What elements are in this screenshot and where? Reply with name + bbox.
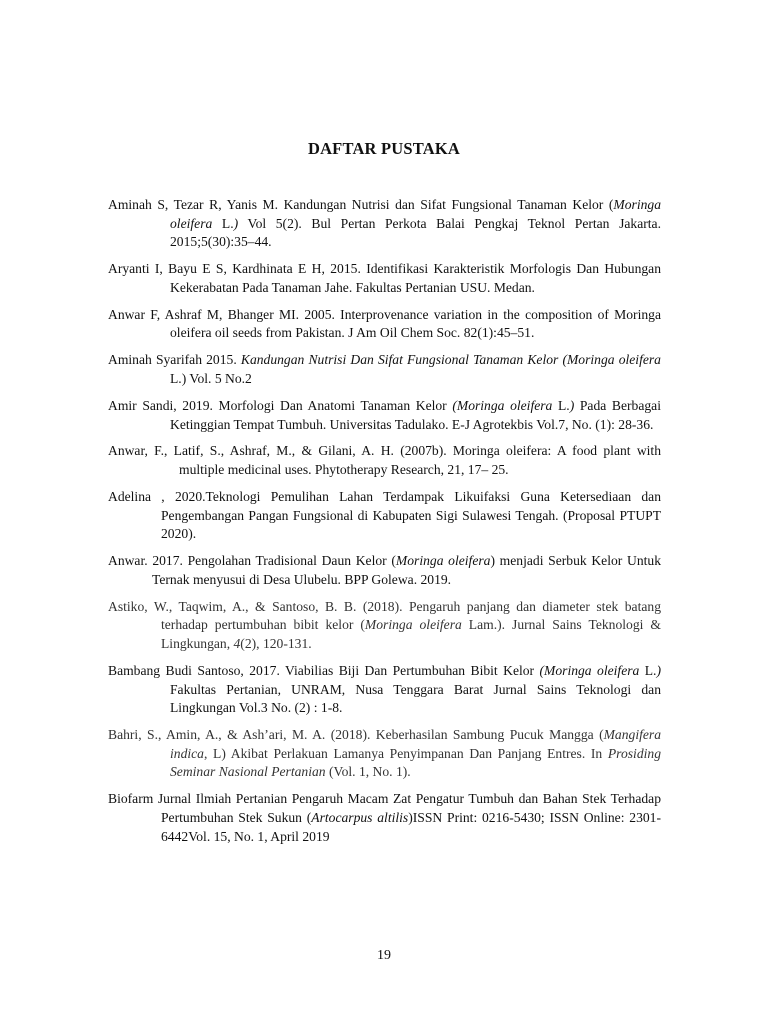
reference-italic-text: Moringa oleifera — [395, 553, 491, 569]
reference-text: Astiko, W., Taqwim, A., & Santoso, B. B. (2018). Pengaruh panjang dan diameter stek batang terhadap pertumbuhan bibit kelor ( — [108, 598, 661, 633]
reference-text: Bahri, S., Amin, A., & Ash’ari, M. A. (2018). Keberhasilan Sambung Pucuk Mangga ( — [108, 727, 604, 743]
reference-text: (Vol. 1, No. 1). — [325, 764, 411, 780]
reference-text: Biofarm Jurnal Ilmiah Pertanian Pengaruh Macam Zat Pengatur Tumbuh dan Bahan Stek Terhadap Pertumbuhan Stek Sukun ( — [108, 791, 661, 825]
reference-italic-text: Moringa oleifera — [364, 617, 462, 633]
reference-italic-text: ) — [233, 215, 239, 231]
reference-text: Amir Sandi, 2019. Morfologi Dan Anatomi Tanaman Kelor — [108, 397, 453, 413]
reference-text: , L) Akibat Perlakuan Lamanya Penyimpanan Dan Panjang Entres. In — [203, 745, 608, 761]
reference-text: Aminah S, Tezar R, Yanis M. Kandungan Nutrisi dan Sifat Fungsional Tanaman Kelor ( — [108, 197, 614, 212]
reference-text: Anwar. 2017. Pengolahan Tradisional Daun Kelor ( — [108, 553, 396, 569]
reference-text: L. — [212, 215, 234, 231]
reference-text: )ISSN Print: 0216-5430; ISSN Online: 2301-6442Vol. 15, No. 1, April 2019 — [161, 809, 661, 844]
reference-italic-text: Kandungan Nutrisi Dan Sifat Fungsional Tanaman Kelor (Moringa oleifera — [240, 352, 661, 368]
reference-text: Anwar F, Ashraf M, Bhanger MI. 2005. Interprovenance variation in the composition of Moringa oleifera oil seeds from Pakistan. J Am Oil Chem Soc. 82(1):45–51. — [108, 306, 661, 341]
reference-text: ) menjadi Serbuk Kelor Untuk Ternak menyusui di Desa Ulubelu. BPP Golewa. 2019. — [152, 553, 661, 587]
reference-italic-text: Mangifera indica — [170, 727, 661, 761]
reference-italic-text: ) — [569, 397, 575, 413]
reference-text: Lam.). Jurnal Sains Teknologi & Lingkungan, — [161, 617, 661, 651]
page-number: 19 — [377, 948, 391, 963]
reference-entry — [108, 488, 661, 544]
reference-entry — [108, 260, 661, 297]
reference-entry — [108, 351, 661, 388]
reference-entry — [108, 442, 661, 479]
reference-entry — [108, 196, 661, 252]
reference-text: (2), 120-131. — [240, 636, 312, 651]
reference-italic-text: (Moringa oleifera — [539, 662, 640, 678]
reference-italic-text: Prosiding Seminar Nasional Pertanian — [170, 745, 661, 780]
page-title: DAFTAR PUSTAKA — [307, 139, 461, 158]
reference-text: Pada Berbagai Ketinggian Tempat Tumbuh. Universitas Tadulako. E-J Agrotekbis Vol.7, No. (1): 28-36. — [170, 397, 661, 432]
reference-italic-text: (Moringa oleifera — [452, 397, 553, 413]
reference-text: L. — [639, 662, 657, 678]
reference-text: Vol 5(2). Bul Pertan Perkota Balai Pengkaj Teknol Pertan Jakarta. 2015;5(30):35–44. — [170, 215, 661, 250]
reference-entry — [108, 397, 661, 434]
reference-italic-text: ) — [656, 662, 661, 678]
reference-italic-text: Moringa oleifera — [170, 197, 661, 231]
reference-text: Bambang Budi Santoso, 2017. Viabilias Biji Dan Pertumbuhan Bibit Kelor — [108, 662, 540, 678]
reference-list — [108, 196, 661, 855]
reference-italic-text: Artocarpus altilis — [311, 809, 409, 825]
reference-text: Aryanti I, Bayu E S, Kardhinata E H, 2015. Identifikasi Karakteristik Morfologis Dan Hubungan Kekerabatan Pada Tanaman Jahe. Fakultas Pertanian USU. Medan. — [108, 261, 661, 295]
reference-entry — [108, 790, 661, 846]
reference-entry — [108, 598, 661, 654]
reference-italic-text: 4 — [233, 636, 241, 651]
reference-entry — [108, 662, 661, 718]
reference-text: Anwar, F., Latif, S., Ashraf, M., & Gilani, A. H. (2007b). Moringa oleifera: A food plant with multiple medicinal uses. Phytotherapy Research, 21, 17– 25. — [108, 443, 661, 478]
reference-text: Aminah Syarifah 2015. — [108, 352, 241, 368]
reference-text: Adelina , 2020.Teknologi Pemulihan Lahan Terdampak Likuifaksi Guna Ketersediaan dan Pengembangan Pangan Fungsional di Kabupaten Sigi Sulawesi Tengah. (Proposal PTUPT 2020). — [108, 489, 661, 542]
reference-entry — [108, 306, 661, 343]
reference-text: Fakultas Pertanian, UNRAM, Nusa Tenggara Barat Jurnal Sains Teknologi dan Lingkungan Vol.3 No. (2) : 1-8. — [170, 681, 661, 716]
reference-text: L.) Vol. 5 No.2 — [170, 370, 252, 386]
reference-entry — [108, 726, 661, 782]
reference-text: L. — [552, 397, 570, 413]
reference-entry — [108, 552, 661, 589]
